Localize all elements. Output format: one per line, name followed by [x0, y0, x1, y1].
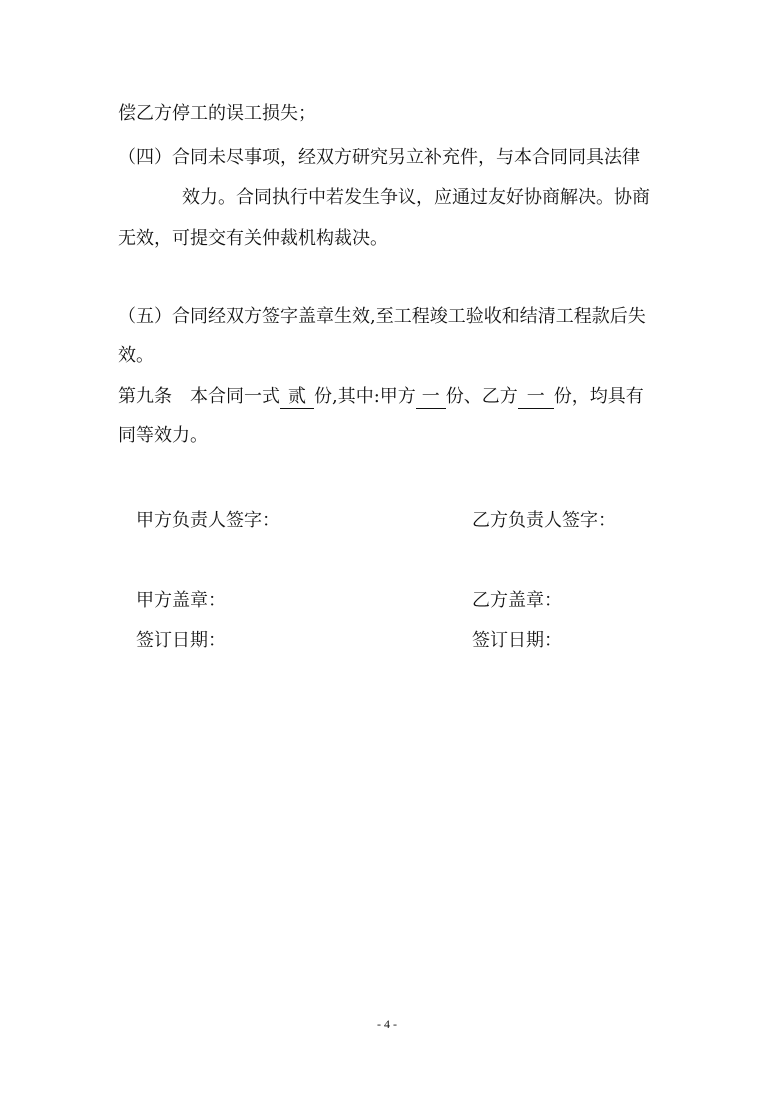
- party-b-seal-label: 乙方盖章：: [472, 590, 562, 611]
- clause-4-line: （四）合同未尽事项，经双方研究另立补充件，与本合同同具法律: [118, 147, 640, 168]
- clause-5-line: 效。: [118, 345, 154, 366]
- party-b-copies-field: 一: [518, 386, 554, 409]
- article-9-suffix: 份，均具有: [553, 386, 644, 407]
- party-a-signer-label: 甲方负责人签字：: [136, 510, 280, 531]
- page-number: - 4 -: [377, 1017, 397, 1031]
- article-9-mid-2: 份、乙方: [445, 386, 518, 407]
- article-9-prefix: 第九条 本合同一式: [118, 386, 280, 407]
- clause-4-line: 效力。合同执行中若发生争议，应通过友好协商解决。协商: [182, 187, 650, 208]
- party-b-signer-label: 乙方负责人签字：: [472, 510, 616, 531]
- article-9-line: [118, 385, 644, 409]
- party-a-seal-label: 甲方盖章：: [136, 590, 226, 611]
- party-b-date-label: 签订日期：: [472, 630, 562, 651]
- clause-4-line: 无效，可提交有关仲裁机构裁决。: [118, 228, 388, 249]
- party-a-copies-field: 一: [416, 386, 446, 409]
- clause-5-line: （五）合同经双方签字盖章生效,至工程竣工验收和结清工程款后失: [118, 306, 646, 327]
- paragraph-line: 偿乙方停工的误工损失；: [118, 103, 316, 124]
- article-9-mid-1: 份,其中:甲方: [314, 386, 416, 407]
- article-9-line: 同等效力。: [118, 425, 208, 446]
- total-copies-field: 贰: [280, 386, 314, 409]
- party-a-date-label: 签订日期：: [136, 630, 226, 651]
